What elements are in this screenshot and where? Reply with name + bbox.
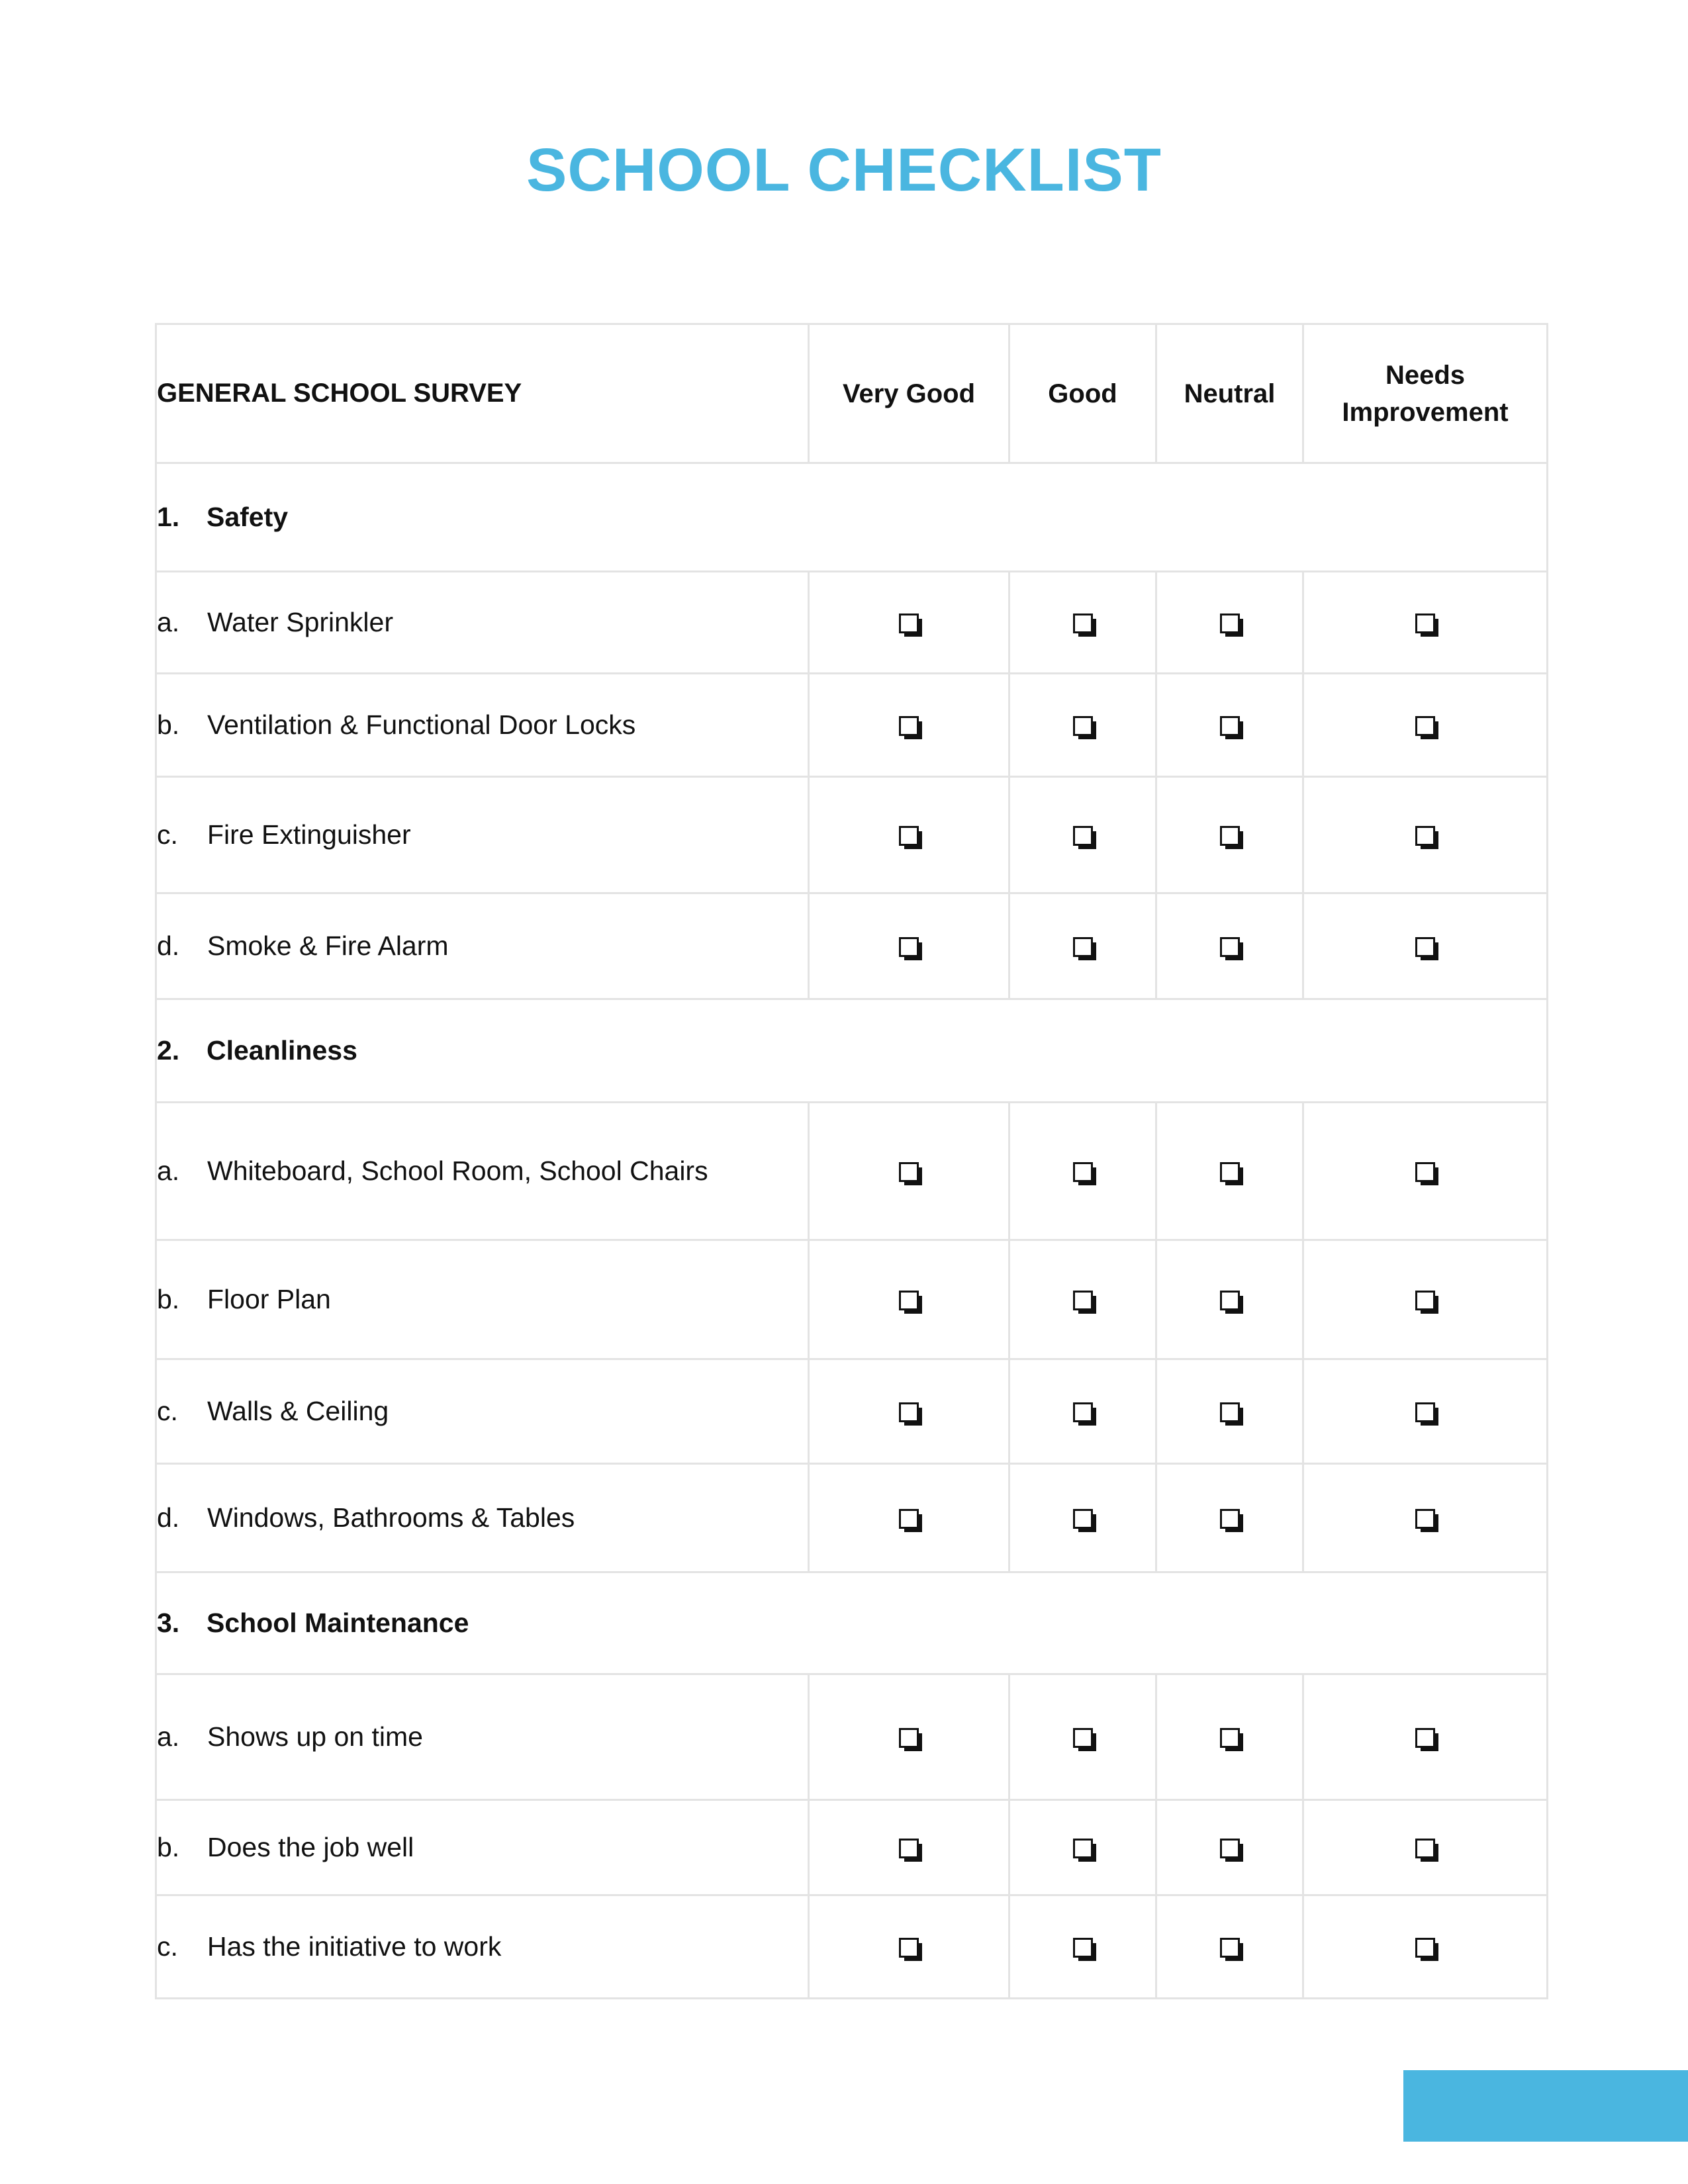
checkbox-icon[interactable] <box>899 1402 919 1422</box>
item-cell <box>156 1240 809 1359</box>
rating-cell-neutral <box>1156 674 1303 777</box>
checkbox-icon[interactable] <box>1073 937 1093 957</box>
survey-rows <box>156 463 1548 1999</box>
rating-cell-needs-improvement <box>1303 1464 1548 1572</box>
rating-cell-very-good <box>809 1240 1009 1359</box>
checkbox-icon[interactable] <box>899 716 919 736</box>
page-title: SCHOOL CHECKLIST <box>526 136 1162 204</box>
rating-cell-good <box>1009 1464 1156 1572</box>
checkbox-icon[interactable] <box>1415 1291 1435 1310</box>
rating-cell-good <box>1009 777 1156 893</box>
rating-cell-needs-improvement <box>1303 1359 1548 1464</box>
section-row <box>156 463 1548 572</box>
checkbox-icon[interactable] <box>1415 1938 1435 1958</box>
rating-cell-needs-improvement <box>1303 1240 1548 1359</box>
item-letter: b. <box>157 1284 180 1314</box>
rating-cell-neutral <box>1156 1464 1303 1572</box>
item-label: Walls & Ceiling <box>207 1396 389 1426</box>
rating-cell-very-good <box>809 1359 1009 1464</box>
item-row <box>156 674 1548 777</box>
section-number: 1. <box>157 502 180 532</box>
item-cell <box>156 893 809 999</box>
item-label: Has the initiative to work <box>207 1931 502 1962</box>
section-row <box>156 999 1548 1103</box>
checkbox-icon[interactable] <box>1073 826 1093 846</box>
item-cell <box>156 572 809 674</box>
rating-cell-neutral <box>1156 1800 1303 1895</box>
checkbox-icon[interactable] <box>1073 1938 1093 1958</box>
checkbox-icon[interactable] <box>1073 1291 1093 1310</box>
item-row <box>156 1674 1548 1800</box>
header-needs-line2: Improvement <box>1342 397 1509 427</box>
header-neutral: Neutral <box>1156 324 1303 463</box>
item-label: Smoke & Fire Alarm <box>207 931 449 961</box>
checkbox-icon[interactable] <box>1220 826 1240 846</box>
footer-accent-bar <box>1403 2070 1688 2142</box>
rating-cell-good <box>1009 674 1156 777</box>
checkbox-icon[interactable] <box>1415 614 1435 633</box>
header-needs-line1: Needs <box>1385 360 1466 390</box>
checkbox-icon[interactable] <box>1220 1839 1240 1858</box>
checkbox-icon[interactable] <box>1415 826 1435 846</box>
header-survey: GENERAL SCHOOL SURVEY <box>156 324 809 463</box>
checkbox-icon[interactable] <box>1220 937 1240 957</box>
rating-cell-neutral <box>1156 1359 1303 1464</box>
item-letter: c. <box>157 819 178 850</box>
item-letter: c. <box>157 1396 178 1426</box>
checkbox-icon[interactable] <box>1220 1291 1240 1310</box>
item-letter: d. <box>157 1502 180 1533</box>
item-cell <box>156 1464 809 1572</box>
section-number: 2. <box>157 1035 180 1066</box>
checkbox-icon[interactable] <box>1415 1728 1435 1748</box>
checkbox-icon[interactable] <box>1415 1402 1435 1422</box>
section-label: School Maintenance <box>207 1608 469 1638</box>
rating-cell-good <box>1009 572 1156 674</box>
checkbox-icon[interactable] <box>899 937 919 957</box>
rating-cell-neutral <box>1156 777 1303 893</box>
rating-cell-very-good <box>809 1895 1009 1999</box>
section-heading <box>156 463 1548 572</box>
checkbox-icon[interactable] <box>1220 1402 1240 1422</box>
item-label: Floor Plan <box>207 1284 331 1314</box>
item-cell <box>156 1103 809 1240</box>
item-cell <box>156 674 809 777</box>
header-row <box>156 324 1548 463</box>
checkbox-icon[interactable] <box>1073 1402 1093 1422</box>
item-label: Fire Extinguisher <box>207 819 411 850</box>
checkbox-icon[interactable] <box>1220 1509 1240 1529</box>
item-label: Water Sprinkler <box>207 607 393 637</box>
checkbox-icon[interactable] <box>899 614 919 633</box>
rating-cell-needs-improvement <box>1303 572 1548 674</box>
rating-cell-neutral <box>1156 1674 1303 1800</box>
rating-cell-very-good <box>809 1674 1009 1800</box>
rating-cell-good <box>1009 1674 1156 1800</box>
checkbox-icon[interactable] <box>1415 716 1435 736</box>
item-cell <box>156 1359 809 1464</box>
checkbox-icon[interactable] <box>1415 1839 1435 1858</box>
survey-table <box>155 323 1548 1999</box>
item-letter: a. <box>157 1721 180 1752</box>
rating-cell-needs-improvement <box>1303 674 1548 777</box>
rating-cell-good <box>1009 1895 1156 1999</box>
item-letter: d. <box>157 931 180 961</box>
item-row <box>156 1895 1548 1999</box>
rating-cell-good <box>1009 1800 1156 1895</box>
section-label: Safety <box>207 502 289 532</box>
header-needs-improvement <box>1303 324 1548 463</box>
rating-cell-good <box>1009 1359 1156 1464</box>
checkbox-icon[interactable] <box>1415 937 1435 957</box>
rating-cell-very-good <box>809 674 1009 777</box>
checkbox-icon[interactable] <box>1220 614 1240 633</box>
checkbox-icon[interactable] <box>1073 1728 1093 1748</box>
section-label: Cleanliness <box>207 1035 357 1066</box>
checkbox-icon[interactable] <box>1220 1938 1240 1958</box>
section-heading <box>156 999 1548 1103</box>
checkbox-icon[interactable] <box>899 1938 919 1958</box>
rating-cell-very-good <box>809 1800 1009 1895</box>
rating-cell-neutral <box>1156 572 1303 674</box>
checkbox-icon[interactable] <box>1073 1509 1093 1529</box>
item-letter: b. <box>157 709 180 740</box>
header-good: Good <box>1009 324 1156 463</box>
item-letter: c. <box>157 1931 178 1962</box>
item-row <box>156 1240 1548 1359</box>
rating-cell-needs-improvement <box>1303 777 1548 893</box>
item-cell <box>156 1674 809 1800</box>
item-row <box>156 893 1548 999</box>
header-very-good: Very Good <box>809 324 1009 463</box>
rating-cell-neutral <box>1156 1240 1303 1359</box>
item-letter: b. <box>157 1832 180 1862</box>
item-row <box>156 777 1548 893</box>
item-label: Windows, Bathrooms & Tables <box>207 1502 575 1533</box>
rating-cell-very-good <box>809 893 1009 999</box>
section-row <box>156 1572 1548 1674</box>
rating-cell-very-good <box>809 1464 1009 1572</box>
rating-cell-needs-improvement <box>1303 1674 1548 1800</box>
checkbox-icon[interactable] <box>1073 1162 1093 1182</box>
rating-cell-neutral <box>1156 893 1303 999</box>
rating-cell-neutral <box>1156 1895 1303 1999</box>
item-letter: a. <box>157 1156 180 1186</box>
checkbox-icon[interactable] <box>899 1728 919 1748</box>
rating-cell-neutral <box>1156 1103 1303 1240</box>
checkbox-icon[interactable] <box>1415 1162 1435 1182</box>
checkbox-icon[interactable] <box>1073 614 1093 633</box>
rating-cell-good <box>1009 1103 1156 1240</box>
item-cell <box>156 1895 809 1999</box>
checkbox-icon[interactable] <box>899 1291 919 1310</box>
item-label: Ventilation & Functional Door Locks <box>207 709 636 740</box>
item-cell <box>156 777 809 893</box>
section-heading <box>156 1572 1548 1674</box>
rating-cell-very-good <box>809 777 1009 893</box>
rating-cell-very-good <box>809 1103 1009 1240</box>
section-number: 3. <box>157 1608 180 1638</box>
item-row <box>156 1800 1548 1895</box>
rating-cell-good <box>1009 893 1156 999</box>
rating-cell-good <box>1009 1240 1156 1359</box>
rating-cell-needs-improvement <box>1303 893 1548 999</box>
item-row <box>156 1464 1548 1572</box>
item-row <box>156 1359 1548 1464</box>
checkbox-icon[interactable] <box>1073 1839 1093 1858</box>
item-cell <box>156 1800 809 1895</box>
rating-cell-needs-improvement <box>1303 1895 1548 1999</box>
item-label: Whiteboard, School Room, School Chairs <box>207 1156 708 1186</box>
checkbox-icon[interactable] <box>899 1162 919 1182</box>
checkbox-icon[interactable] <box>1415 1509 1435 1529</box>
checkbox-icon[interactable] <box>899 826 919 846</box>
checkbox-icon[interactable] <box>899 1509 919 1529</box>
rating-cell-needs-improvement <box>1303 1103 1548 1240</box>
checkbox-icon[interactable] <box>1220 716 1240 736</box>
item-letter: a. <box>157 607 180 637</box>
checkbox-icon[interactable] <box>1220 1162 1240 1182</box>
checkbox-icon[interactable] <box>899 1839 919 1858</box>
checkbox-icon[interactable] <box>1220 1728 1240 1748</box>
item-label: Shows up on time <box>207 1721 423 1752</box>
rating-cell-needs-improvement <box>1303 1800 1548 1895</box>
checkbox-icon[interactable] <box>1073 716 1093 736</box>
item-row <box>156 1103 1548 1240</box>
item-label: Does the job well <box>207 1832 414 1862</box>
item-row <box>156 572 1548 674</box>
rating-cell-very-good <box>809 572 1009 674</box>
